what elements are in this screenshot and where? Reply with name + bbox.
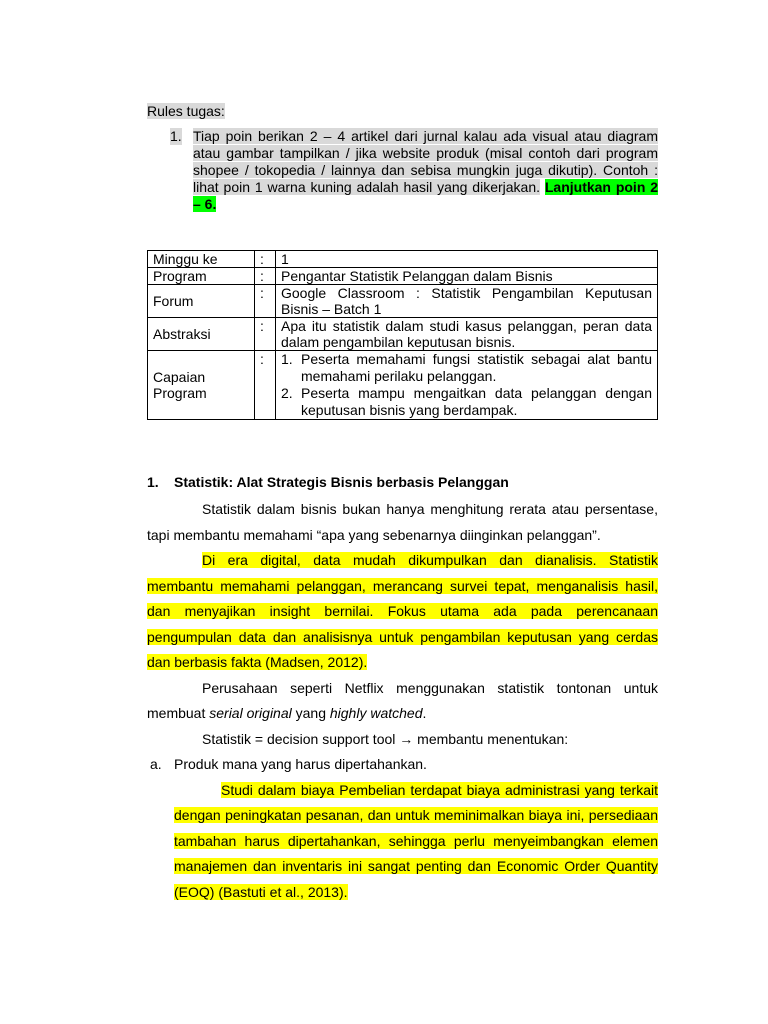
paragraph: Statistik dalam bisnis bukan hanya menghitung rerata atau persentase, tapi membantu memahami “apa yang sebenarnya diinginkan pelanggan”. bbox=[147, 501, 658, 543]
table-row bbox=[148, 285, 658, 318]
section-1 bbox=[147, 472, 658, 905]
section-number: 1. bbox=[147, 474, 159, 490]
row-value: 1 bbox=[276, 251, 658, 268]
list-item bbox=[281, 351, 652, 385]
row-separator: : bbox=[255, 268, 276, 285]
list-item bbox=[147, 752, 658, 778]
table-row bbox=[148, 318, 658, 351]
highlighted-text: Di era digital, data mudah dikumpulkan dan dianalisis. Statistik membantu memahami pelanggan, merancang survei tepat, menganalisis hasil, dan menyajikan insight bernilai. Fokus utama ada pada perencanaan pengumpulan data dan analisisnya untuk pengambilan keputusan yang cerdas dan berbasis fakta (Madsen, 2012). bbox=[147, 552, 658, 670]
rules-item-number: 1. bbox=[170, 128, 182, 144]
paragraph: Statistik = decision support tool → membantu menentukan: bbox=[202, 730, 569, 747]
section-heading bbox=[147, 472, 658, 492]
paragraph-highlighted bbox=[147, 778, 658, 906]
italic-text: serial original bbox=[209, 705, 292, 721]
rules-item-text: Tiap poin berikan 2 – 4 artikel dari jurnal kalau ada visual atau diagram atau gambar tampilkan / jika website produk (misal contoh dari program shopee / tokopedia / lainnya dan sebisa mungkin juga dikutip). Contoh : lihat poin 1 warna kuning adalah hasil yang dikerjakan. bbox=[193, 128, 658, 195]
row-separator: : bbox=[255, 251, 276, 268]
row-separator: : bbox=[255, 318, 276, 351]
list-item-number: 1. bbox=[281, 351, 293, 367]
row-separator: : bbox=[255, 285, 276, 318]
row-value bbox=[276, 351, 658, 420]
paragraph-highlighted bbox=[147, 548, 658, 676]
list-item-text: Produk mana yang harus dipertahankan. bbox=[174, 756, 427, 772]
row-label: Program bbox=[148, 268, 255, 285]
course-info-table bbox=[147, 250, 658, 420]
rules-title bbox=[147, 102, 225, 120]
row-label: Minggu ke bbox=[148, 251, 255, 268]
list-item-letter: a. bbox=[150, 756, 162, 772]
row-value: Apa itu statistik dalam studi kasus pelanggan, peran data dalam pengambilan keputusan bisnis. bbox=[276, 318, 658, 351]
list-item-number: 2. bbox=[281, 385, 293, 401]
text-run: . bbox=[422, 705, 427, 721]
row-value: Google Classroom : Statistik Pengambilan Keputusan Bisnis – Batch 1 bbox=[276, 285, 658, 318]
rules-item bbox=[170, 128, 658, 213]
capaian-list bbox=[281, 351, 652, 419]
italic-text: highly watched bbox=[329, 705, 423, 721]
row-value: Pengantar Statistik Pelanggan dalam Bisnis bbox=[276, 268, 658, 285]
row-label: Forum bbox=[148, 285, 255, 318]
text-run: yang bbox=[291, 705, 330, 721]
section-title: Statistik: Alat Strategis Bisnis berbasis Pelanggan bbox=[174, 474, 509, 490]
highlighted-text: Studi dalam biaya Pembelian terdapat biaya administrasi yang terkait dengan peningkatan pesanan, dan untuk meminimalkan biaya ini, persediaan tambahan harus dipertahankan, sehingga perlu menyeimbangkan elemen manajemen dan inventaris ini sangat penting dan Economic Order Quantity (EOQ) (Bastuti et al., 2013). bbox=[174, 781, 658, 900]
text-run: Perusahaan seperti Netflix menggunakan statistik tontonan untuk membuat bbox=[147, 679, 658, 721]
table-row bbox=[148, 251, 658, 268]
list-item bbox=[281, 385, 652, 419]
rules-item-highlight: Lanjutkan poin 2 – 6. bbox=[193, 179, 659, 212]
table-row bbox=[148, 268, 658, 285]
rules-list bbox=[170, 128, 658, 213]
list-item-text: Peserta mampu mengaitkan data pelanggan dengan keputusan bisnis yang berdampak. bbox=[301, 385, 652, 418]
row-separator: : bbox=[255, 351, 276, 420]
rules-title-text: Rules tugas: bbox=[147, 103, 225, 119]
row-label: Capaian Program bbox=[148, 351, 255, 420]
list-item-text: Peserta memahami fungsi statistik sebagai alat bantu memahami perilaku pelanggan. bbox=[301, 351, 652, 384]
row-label: Abstraksi bbox=[148, 318, 255, 351]
table-row bbox=[148, 351, 658, 420]
rules-item-body bbox=[193, 128, 658, 213]
paragraph bbox=[147, 676, 658, 727]
